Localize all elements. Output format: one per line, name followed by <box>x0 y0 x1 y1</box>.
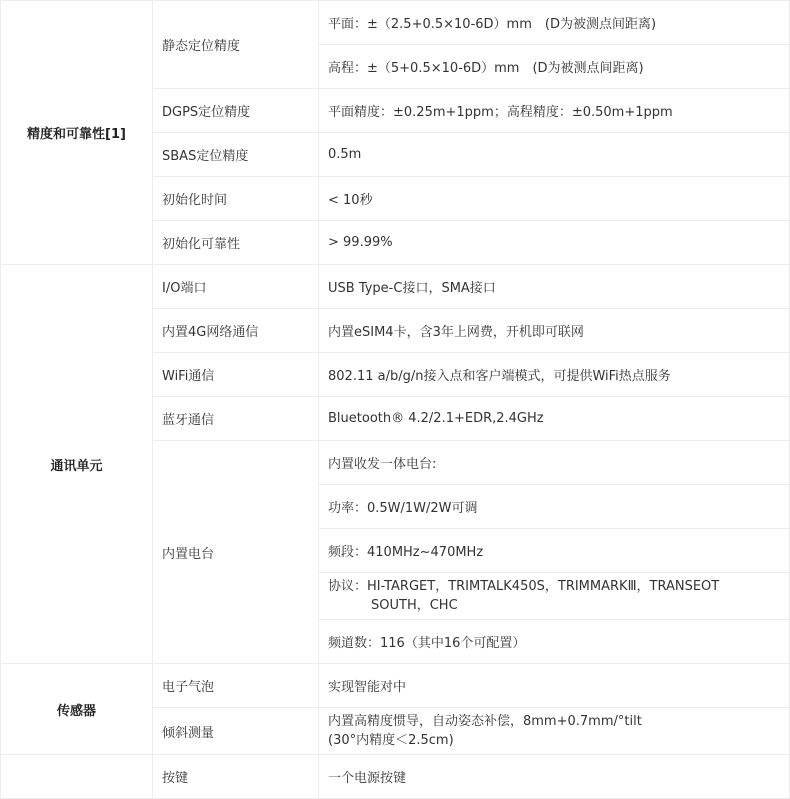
value-wifi: 802.11 a/b/g/n接入点和客户端模式，可提供WiFi热点服务 <box>319 353 790 397</box>
value-bluetooth: Bluetooth® 4.2/2.1+EDR,2.4GHz <box>319 397 790 441</box>
value-io: USB Type-C接口，SMA接口 <box>319 265 790 309</box>
item-4g: 内置4G网络通信 <box>153 309 319 353</box>
radio-protocol-line1: 协议：HI-TARGET，TRIMTALK450S，TRIMMARKⅢ，TRANSEOT <box>328 579 720 594</box>
table-row <box>1 664 790 708</box>
table-row <box>1 755 790 799</box>
category-sensor: 传感器 <box>1 664 153 755</box>
category-accuracy: 精度和可靠性[1] <box>1 1 153 265</box>
category-comm: 通讯单元 <box>1 265 153 664</box>
item-static-accuracy: 静态定位精度 <box>153 1 319 89</box>
value-radio-protocol <box>319 573 790 620</box>
value-init-reliability: > 99.99% <box>319 221 790 265</box>
value-buttons: 一个电源按键 <box>319 755 790 799</box>
radio-protocol-line2: SOUTH，CHC <box>371 598 458 613</box>
item-radio: 内置电台 <box>153 441 319 664</box>
value-radio-band: 频段：410MHz~470MHz <box>319 529 790 573</box>
value-radio-power: 功率：0.5W/1W/2W可调 <box>319 485 790 529</box>
item-bluetooth: 蓝牙通信 <box>153 397 319 441</box>
item-buttons: 按键 <box>153 755 319 799</box>
value-static-elevation: 高程：±（5+0.5×10-6D）mm (D为被测点间距离) <box>319 45 790 89</box>
value-radio-intro: 内置收发一体电台: <box>319 441 790 485</box>
item-wifi: WiFi通信 <box>153 353 319 397</box>
item-init-time: 初始化时间 <box>153 177 319 221</box>
item-tilt: 倾斜测量 <box>153 708 319 755</box>
value-static-plane: 平面：±（2.5+0.5×10-6D）mm (D为被测点间距离) <box>319 1 790 45</box>
tilt-line2: (30°内精度＜2.5cm) <box>328 733 454 748</box>
tilt-line1: 内置高精度惯导，自动姿态补偿，8mm+0.7mm/°tilt <box>328 714 642 729</box>
category-buttons-empty <box>1 755 153 799</box>
value-bubble: 实现智能对中 <box>319 664 790 708</box>
value-init-time: < 10秒 <box>319 177 790 221</box>
value-4g: 内置eSIM4卡，含3年上网费，开机即可联网 <box>319 309 790 353</box>
table-row <box>1 1 790 45</box>
item-init-reliability: 初始化可靠性 <box>153 221 319 265</box>
value-radio-channels: 频道数：116（其中16个可配置） <box>319 620 790 664</box>
table-row <box>1 265 790 309</box>
item-sbas: SBAS定位精度 <box>153 133 319 177</box>
value-tilt <box>319 708 790 755</box>
item-dgps: DGPS定位精度 <box>153 89 319 133</box>
value-dgps: 平面精度：±0.25m+1ppm；高程精度：±0.50m+1ppm <box>319 89 790 133</box>
item-bubble: 电子气泡 <box>153 664 319 708</box>
item-io: I/O端口 <box>153 265 319 309</box>
value-sbas: 0.5m <box>319 133 790 177</box>
